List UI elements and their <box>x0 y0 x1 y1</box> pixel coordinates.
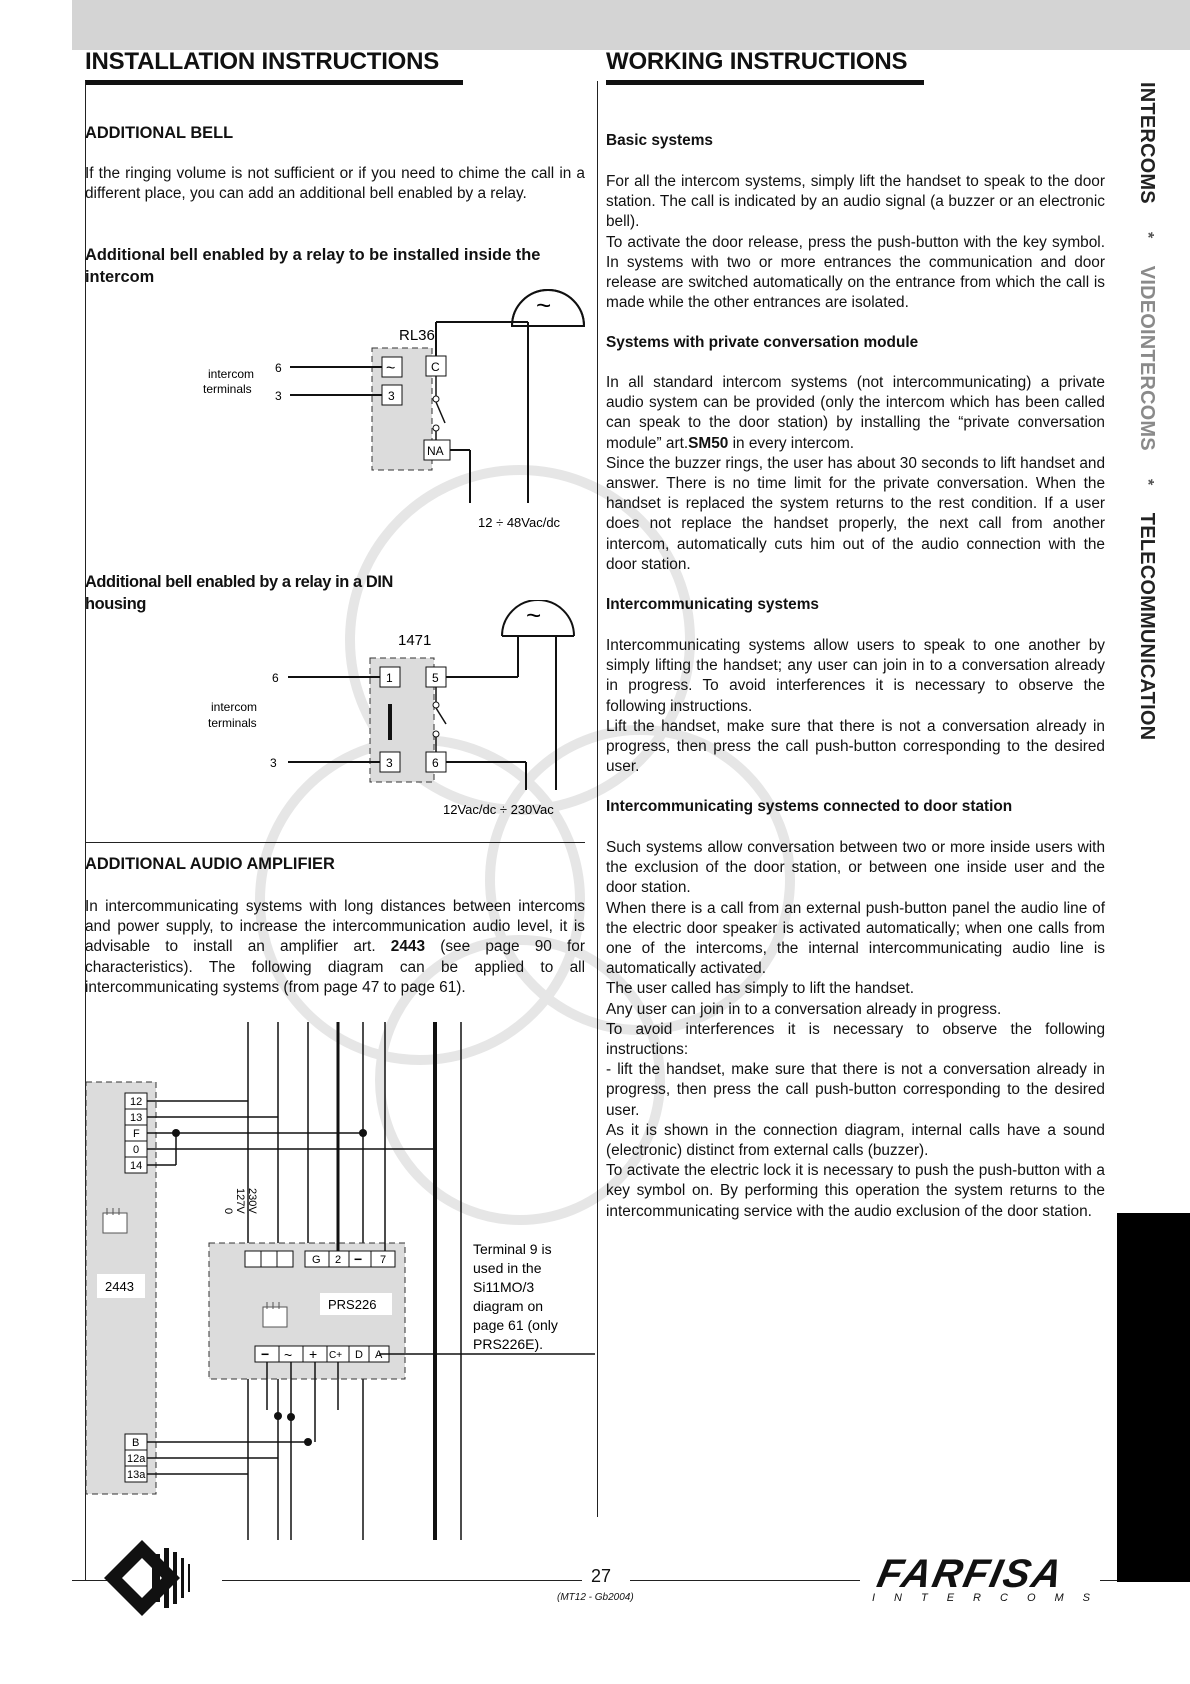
bell-text: If the ringing volume is not sufficient or if you need to chime the call in a different place, you can add an additional bell enabled by a relay. <box>85 165 585 203</box>
d1-box-coil-label: ~ <box>386 360 396 377</box>
d1-term-3: 3 <box>275 389 282 403</box>
d2-term-3: 3 <box>270 756 277 770</box>
d1-box-c-label: C <box>431 360 440 374</box>
note-line-2: used in the <box>473 1260 542 1276</box>
voltage-0: 0 <box>222 1208 234 1215</box>
psu-term-g: G <box>312 1254 321 1266</box>
d1-supply-label: 12 ÷ 48Vac/dc <box>478 515 561 530</box>
bell-symbol-2: ~ <box>526 600 542 630</box>
psu-term-2: 2 <box>335 1254 342 1266</box>
company-logo <box>104 1540 224 1620</box>
side-tab-telecommunication: TELECOMMUNICATION <box>1136 512 1158 741</box>
psu-term-minus: − <box>354 1251 363 1267</box>
brand-logo: FARFISA <box>873 1552 1068 1596</box>
side-tab-star-1: * <box>1139 231 1156 239</box>
interc-heading: Intercommunicating systems <box>606 596 819 613</box>
voltage-127v: 127V <box>234 1188 246 1214</box>
d2-supply-label: 12Vac/dc ÷ 230Vac <box>443 802 554 817</box>
amp-text <box>85 897 585 998</box>
d2-intercom-label: intercom <box>211 700 258 714</box>
psu-term-7: 7 <box>380 1254 387 1266</box>
page-number: 27 <box>591 1566 612 1586</box>
voltage-230v: 230V <box>246 1188 258 1214</box>
side-black-block <box>1117 1213 1190 1582</box>
bell-symbol-1: ~ <box>536 290 552 320</box>
brand-subtitle: INTERCOMS <box>872 1592 1109 1604</box>
private-text <box>606 373 1105 575</box>
private-text-article: SM50 <box>688 434 729 452</box>
door-heading: Intercommunicating systems connected to door station <box>606 798 1013 815</box>
amp-label-2443: 2443 <box>105 1279 134 1294</box>
psu-bterm-d: D <box>355 1349 363 1361</box>
private-text-part1: In all standard intercom systems (not intercommunicating) a private audio system can be provided (only the intercom which has been called can speak to the door station) by installing the “private conversation module” art. <box>606 374 1105 452</box>
side-tab-intercoms: INTERCOMS <box>1136 82 1158 204</box>
psu-mains-terminals <box>245 1251 293 1267</box>
amp-term-12a: 12a <box>127 1453 146 1465</box>
section-rule <box>85 842 585 843</box>
d2-terminals-label: terminals <box>208 716 257 730</box>
diagram-rl36 <box>190 278 600 538</box>
psu-label: PRS226 <box>328 1297 377 1312</box>
psu-bottom-terminals <box>255 1346 389 1363</box>
private-heading: Systems with private conversation module <box>606 334 919 351</box>
note-line-5: page 61 (only <box>473 1317 558 1333</box>
side-tab-star-2: * <box>1139 478 1156 486</box>
installation-title: INSTALLATION INSTRUCTIONS <box>85 48 440 75</box>
amp-text-article: 2443 <box>390 938 426 956</box>
working-title: WORKING INSTRUCTIONS <box>606 48 908 75</box>
footer-rule-right1 <box>630 1580 860 1581</box>
psu-bterm-plus: + <box>309 1346 318 1362</box>
psu-bterm-tilde: ~ <box>284 1347 293 1363</box>
diagram-amplifier <box>85 1010 595 1550</box>
amp-text-part2: (see page 90 for characteristics). The following diagram can be applied to all intercommunicating systems (from page 47 to page 61). <box>85 938 585 996</box>
amp-term-0: 0 <box>133 1144 140 1156</box>
amp-text-part1: In intercommunicating systems with long distances between intercoms and power supply, to increase the intercommunication audio level, it is advisable to install an amplifier art. <box>85 898 585 956</box>
note-line-3: Si11MO/3 <box>473 1279 535 1295</box>
footer-rule-mid <box>222 1580 582 1581</box>
note-line-4: diagram on <box>473 1298 544 1314</box>
d1-box-na-label: NA <box>427 444 444 458</box>
d2-term-6: 6 <box>272 671 279 685</box>
amp-terminals <box>125 1093 147 1173</box>
bell-inside-heading: Additional bell enabled by a relay to be installed inside the intercom <box>85 246 541 286</box>
working-title-underline <box>606 80 924 85</box>
psu-bterm-a: A <box>375 1349 383 1361</box>
d1-intercom-label: intercom <box>208 367 255 381</box>
relay-label-1471: 1471 <box>398 632 432 649</box>
d1-terminals-label: terminals <box>203 382 252 396</box>
psu-bterm-minus: − <box>261 1346 270 1362</box>
psu-bterm-cplus: C+ <box>329 1350 343 1361</box>
d2-box-1-label: 1 <box>386 671 393 685</box>
amp-term-13a: 13a <box>127 1469 146 1481</box>
note-line-6: PRS226E). <box>473 1336 544 1352</box>
amp-term-12: 12 <box>130 1096 143 1108</box>
d2-box-6-label: 6 <box>432 756 439 770</box>
psu-top-terminals <box>305 1251 395 1267</box>
private-text-part2: in every intercom. Since the buzzer rings, the user has about 30 seconds to lift handset and answer. There is no time limit for the private conversation. When the handset is replaced the system returns to the rest condition. If a user does not replace the handset properly, the next call from another intercom, automatically cuts him out of the audio connection with the door station. <box>606 434 1105 573</box>
amp-term-b: B <box>132 1437 140 1449</box>
header-band <box>72 0 1190 50</box>
d1-box-3-label: 3 <box>388 389 395 403</box>
relay-label-rl36: RL36 <box>399 327 435 344</box>
amp-term-14: 14 <box>130 1160 143 1172</box>
basic-text: For all the intercom systems, simply lift the handset to speak to the door station. The call is indicated by an audio signal (a buzzer or an electronic bell). To activate the door release, press the push-button with the key symbol. In systems with two or more entrances the communication and door release are switched automatically on the entrance from which the call is made while the other entrances are isolated. <box>606 173 1105 312</box>
installation-title-underline <box>85 80 463 85</box>
din-heading: Additional bell enabled by a relay in a DIN housing <box>85 573 393 613</box>
note-line-1: Terminal 9 is <box>473 1241 552 1257</box>
d2-box-5-label: 5 <box>432 671 439 685</box>
door-text: Such systems allow conversation between two or more inside users with the exclusion of the door station, or between one inside user and the door station. When there is a call from an external push-button panel the audio line of the electric door speaker is activated automatically; when one calls from one of the intercoms, the internal intercommunicating audio line is automatically activated. The user called has simply to lift the handset. Any user can join in to a conversation already in progress. To avoid interferences it is necessary to observe the following instructions: - lift the handset, make sure that there is not a conversation already in progress, then press the call push-button corresponding to the desired user. As it is shown in the connection diagram, internal calls have a sound (electronic) distinct from external calls (buzzer). To activate the electric lock it is necessary to push the push-button with a key symbol on. By performing this operation the system returns to the intercommunicating service with the audio exclusion of the door station. <box>606 839 1105 1220</box>
side-tab-videointercoms: VIDEOINTERCOMS <box>1136 265 1158 451</box>
bell-heading: ADDITIONAL BELL <box>85 124 234 142</box>
side-tab <box>1135 82 1158 740</box>
doc-reference: (MT12 - Gb2004) <box>557 1592 634 1603</box>
basic-heading: Basic systems <box>606 132 713 149</box>
footer-rule-right2 <box>1100 1580 1118 1581</box>
amp-term-13: 13 <box>130 1112 143 1124</box>
amp-term-f: F <box>133 1128 140 1140</box>
d1-term-6: 6 <box>275 361 282 375</box>
diagram-1471 <box>190 600 600 830</box>
amp-bottom-terminals <box>125 1434 147 1482</box>
amp-heading: ADDITIONAL AUDIO AMPLIFIER <box>85 855 335 873</box>
interc-text: Intercommunicating systems allow users to speak to one another by simply lifting the handset; any user can join in to a conversation already in progress. To avoid interferences it is necessary to observe the following instructions. Lift the handset, make sure that there is not a conversation already in progress, then press the call push-button corresponding to the desired user. <box>606 637 1105 776</box>
d2-box-3-label: 3 <box>386 756 393 770</box>
